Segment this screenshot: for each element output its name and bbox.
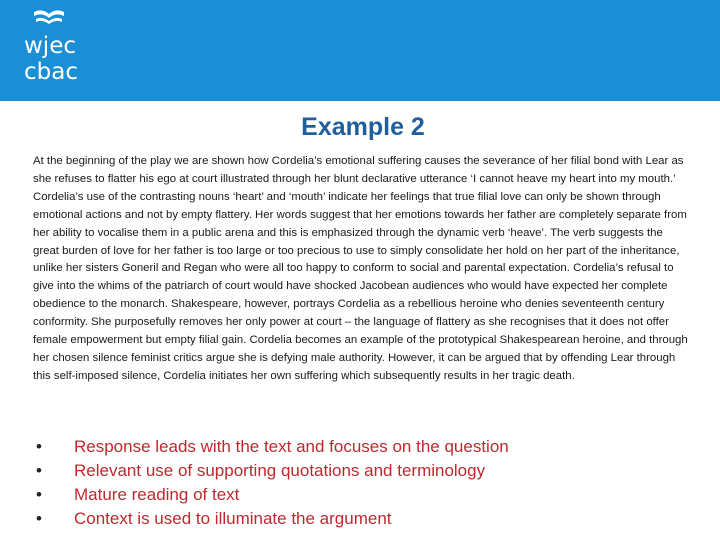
open-book-icon [32,8,66,30]
logo-text-wjec: wjec [24,33,76,59]
slide-title [0,113,720,142]
bullet-dot: • [36,509,42,528]
bullet-dot: • [36,461,42,480]
list-item [36,483,676,507]
slide-title-text: Example 2 [301,113,425,141]
bullet-text: Mature reading of text [74,485,240,504]
example-paragraph: At the beginning of the play we are shown how Cordelia’s emotional suffering causes the severance of her filial bond with Lear as she refuses to flatter his ego at court illustrated through her blunt declarative utterance ‘I cannot heave my heart into my mouth.’ Cordelia’s use of the contrasting nouns ‘heart’ and ‘mouth’ indicate her feelings that true filial love can only be shown through emotional actions and not by empty flattery. Her words suggest that her emotions towards her father are completely separate from her ability to vocalise them in a public arena and this is emphasized through the dynamic verb ‘heave’. The verb suggests the great burden of love for her father is too large or too precious to use to simply consolidate her hold on her part of the inheritance, unlike her sisters Goneril and Regan who were all too happy to conform to social and parental expectation. Cordelia’s refusal to give into the whims of the patriarch of court would have shocked Jacobean audiences who would have expected her complete obedience to the monarch. Shakespeare, however, portrays Cordelia as a rebellious heroine who denies seventeenth century conformity. She purposefully removes her only power at court – the language of flattery as she recognises that it does not offer female empowerment but empty filial gain. Cordelia becomes an example of the prototypical Shakespearean heroine, and through her chosen silence feminist critics argue she is defying male authority. However, it can be argued that by offending Lear through this self-imposed silence, Cordelia initiates her own suffering which subsequently results in her tragic death. [33,155,688,382]
list-item [36,459,676,483]
list-item [36,507,676,531]
bullet-dot: • [36,485,42,504]
bullet-text: Relevant use of supporting quotations and terminology [74,461,486,480]
list-item [36,435,676,459]
bullet-text: Context is used to illuminate the argument [74,509,392,528]
bullet-text: Response leads with the text and focuses on the question [74,437,509,456]
header-banner [0,0,720,101]
wjec-logo [20,8,90,88]
bullet-dot: • [36,437,42,456]
criteria-list [36,435,676,531]
logo-text-cbac: cbac [24,59,78,85]
